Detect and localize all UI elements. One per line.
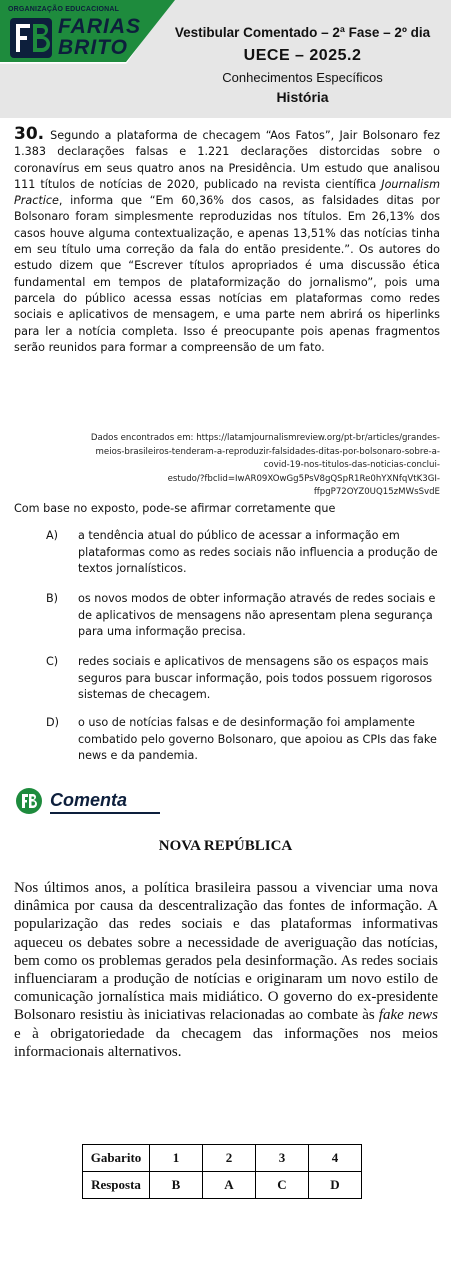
question-prompt: Com base no exposto, pode-se afirmar corretamente que (14, 502, 336, 515)
logo-org-label: ORGANIZAÇÃO EDUCACIONAL (8, 6, 120, 13)
comment-text (14, 879, 438, 1061)
brand-logo (8, 6, 158, 58)
comment-section-title: NOVA REPÚBLICA (158, 838, 293, 854)
answer-key-table (82, 1144, 362, 1199)
source-url-part-4: estudo/?fbclid=IwAR09XOwGg5PsV8gQSpR1Re0hYXNfqVtK3GI- (167, 473, 440, 484)
question-statement (14, 126, 440, 356)
table-row (83, 1145, 362, 1172)
answer-cell: B (150, 1172, 203, 1199)
comment-italic-term: fake news (378, 1007, 439, 1024)
question-number-cell: 4 (309, 1145, 362, 1172)
source-url-part-5: ffpgP72OYZ0UQ15zMWsSvdE (313, 487, 440, 497)
question-text-part2: , informa que “Em 60,36% dos casos, as falsidades ditas por Bolsonaro foram simplesmente reproduzidas nos títulos. Em 26,13% dos casos houve alguma contextualização, e apenas 13,51% das notícias tinha em seu título uma correção da fala do então presidente.”. Os autores do estudo dizem que “Escrever títulos apropriados é uma discussão ética fundamental em tempos de plataformização do jornalismo”, pois uma parcela do público acessa essas notícias em plataformas como redes sociais e aplicativos de mensagem, e uma parte nem abrirá os hiperlinks para ler a notícia completa. Isso é preocupante pois apenas fragmentos serão reunidos para formar a compreensão de um fato. (14, 194, 440, 354)
fb-logo-icon (10, 18, 52, 58)
comenta-logo-icon (16, 788, 42, 814)
alternative-letter: A) (46, 529, 59, 542)
source-citation (14, 432, 440, 500)
question-number-cell: 1 (150, 1145, 203, 1172)
page-header (0, 0, 451, 118)
resposta-label: Resposta (83, 1172, 150, 1199)
question-number: 30. (14, 124, 45, 144)
alternative-a (46, 528, 442, 578)
comment-text-part1: Nos últimos anos, a política brasileira passou a vivenciar uma nova dinâmica por causa da descentralização das fontes de informação. A popularização das redes sociais e das plataformas informativas aqueceu os debates sobre a necessidade de averiguação das notícias, bem como os problemas gerados pela desinformação. As redes sociais influenciaram a produção de notícias e originaram um novo estilo de comunicação jornalística mais midiático. O governo do ex-presidente Bolsonaro resistiu às iniciativas relacionadas ao combate às (14, 880, 438, 1024)
exam-title: Vestibular Comentado – 2ª Fase – 2º dia (174, 25, 431, 40)
question-number-cell: 3 (256, 1145, 309, 1172)
source-url-part-3: covid-19-nos-titulos-das-noticias-conclui- (263, 460, 440, 470)
source-prefix: Dados encontrados em: (90, 433, 197, 443)
table-row (83, 1172, 362, 1199)
question-number-cell: 2 (203, 1145, 256, 1172)
answer-cell: C (256, 1172, 309, 1199)
alternative-c (46, 654, 442, 704)
brand-word-2: BRITO (58, 36, 128, 59)
source-url-part-2: meios-brasileiros-tenderam-a-reproduzir-falsidades-ditas-por-bolsonaro-sobre-a- (95, 446, 440, 457)
alternative-letter: B) (46, 592, 59, 605)
alternative-text: os novos modos de obter informação através de redes sociais e de aplicativos de mensagens não apresentam plena segurança para uma informação precisa. (78, 592, 436, 638)
exam-name: UECE – 2025.2 (243, 47, 362, 64)
comenta-label: Comenta (50, 790, 128, 810)
source-url-part-1: https://latamjournalismreview.org/pt-br/articles/grandes- (196, 433, 440, 443)
subject-title: História (276, 89, 329, 105)
alternative-b (46, 591, 442, 641)
fb-mini-icon (16, 788, 42, 814)
alternative-letter: C) (46, 655, 59, 668)
alternative-d (46, 715, 442, 765)
brand-word-1: FARIAS (58, 15, 142, 38)
comenta-badge (16, 788, 166, 818)
alternative-text: a tendência atual do público de acessar a informação em plataformas como as redes sociais não influencia a produção de textos jornalísticos. (78, 529, 438, 575)
question-text-part1: Segundo a plataforma de checagem “Aos Fatos”, Jair Bolsonaro fez 1.383 declarações falsas e 1.221 declarações distorcidas sobre o coronavírus em seus quatro anos na Presidência. Um estudo que analisou 111 títulos de notícias de 2020, publicado na revista científica (14, 129, 440, 191)
journal-title: Journalism Practice (14, 177, 440, 208)
knowledge-area: Conhecimentos Específicos (222, 70, 383, 85)
alternative-text: o uso de notícias falsas e de desinformação foi amplamente combatido pelo governo Bolsonaro, que apoiou as CPIs das fake news e da pandemia. (78, 716, 437, 762)
alternative-letter: D) (46, 716, 59, 729)
source-line-1 (14, 432, 440, 446)
comment-text-part2: e à obrigatoriedade da checagem das informações nos meios informacionais alternativos. (14, 1025, 438, 1060)
alternative-text: redes sociais e aplicativos de mensagens são os espaços mais seguros para buscar informação, pois todos possuem rigorosos sistemas de checagem. (78, 655, 433, 701)
comenta-underline (50, 812, 160, 814)
answer-cell: A (203, 1172, 256, 1199)
gabarito-label: Gabarito (83, 1145, 150, 1172)
answer-cell: D (309, 1172, 362, 1199)
